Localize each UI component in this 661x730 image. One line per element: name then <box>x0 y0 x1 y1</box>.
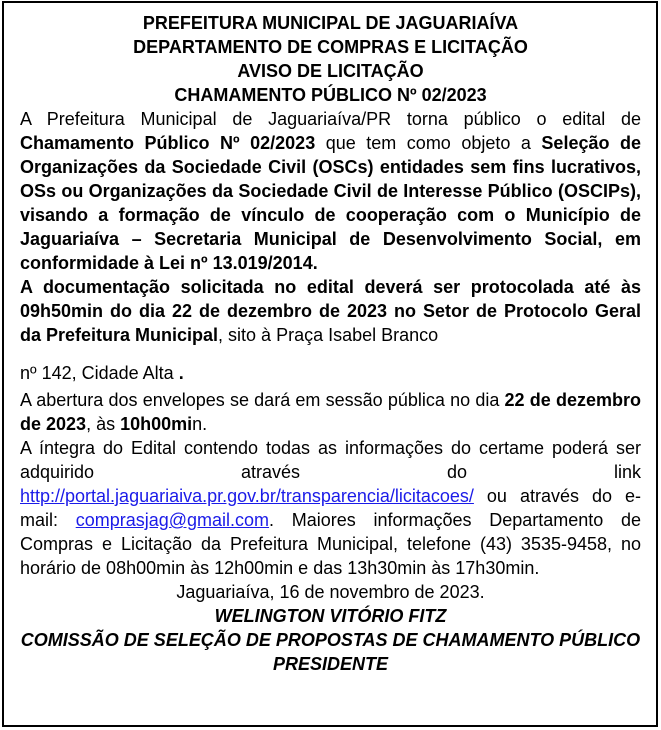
notice-header <box>20 11 641 107</box>
email-link[interactable]: comprasjag@gmail.com <box>75 510 270 530</box>
paragraph-object <box>20 107 641 275</box>
notice-sheet <box>2 1 658 727</box>
signature-title: PRESIDENTE <box>272 654 389 674</box>
p4-bold-date: 22 de dezembro de 2023 <box>20 390 641 434</box>
p5-text-3: . Maiores informações Departamento de Compras e Licitação da Prefeitura Municipal, telefone (43) 3535-9458, no horário de 08h00min às 12h00min e das 13h30min às 17h30min. <box>20 510 641 578</box>
paragraph-deadline <box>20 275 641 347</box>
paragraph-opening-session <box>20 388 641 436</box>
header-notice-type: AVISO DE LICITAÇÃO <box>237 61 424 81</box>
p2-bold-deadline: A documentação solicitada no edital deverá ser protocolada até às 09h50min do dia 22 de dezembro de 2023 no Setor de Protocolo Geral da Prefeitura Municipal <box>20 277 641 345</box>
p4-bold-time: 10h00mi <box>120 414 193 434</box>
header-department: DEPARTAMENTO DE COMPRAS E LICITAÇÃO <box>133 37 528 57</box>
paragraph-information <box>20 436 641 580</box>
p4-text-3: n. <box>192 414 208 434</box>
signature-name: WELINGTON VITÓRIO FITZ <box>214 606 447 626</box>
p5-text-2: ou através do e-mail: <box>20 486 641 530</box>
p5-text-1: A íntegra do Edital contendo todas as informações do certame poderá ser adquirido através do link <box>20 438 641 482</box>
p1-bold-object: Seleção de Organizações da Sociedade Civil (OSCs) entidades sem fins lucrativos, OSs ou Organizações da Sociedade Civil de Interesse Público (OSCIPs), visando a formação de vínculo de cooperação com o Município de Jaguariaíva – Secretaria Municipal de Desenvolvimento Social, em conformidade à Lei nº 13.019/2014. <box>20 133 641 273</box>
header-call-number: CHAMAMENTO PÚBLICO Nº 02/2023 <box>174 85 487 105</box>
p1-bold-call-number: Chamamento Público Nº 02/2023 <box>20 133 316 153</box>
signature-role: COMISSÃO DE SELEÇÃO DE PROPOSTAS DE CHAMAMENTO PÚBLICO <box>20 630 641 650</box>
header-entity: PREFEITURA MUNICIPAL DE JAGUARIAÍVA <box>142 13 519 33</box>
notice-footer <box>20 580 641 676</box>
p4-text-1: A abertura dos envelopes se dará em sessão pública no dia <box>20 390 505 410</box>
p3-bold-period: . <box>178 363 184 383</box>
transparency-portal-link[interactable]: http://portal.jaguariaiva.pr.gov.br/transparencia/licitacoes/ <box>20 486 474 506</box>
paragraph-address <box>20 361 641 385</box>
p4-text-2: , às <box>86 414 121 434</box>
p3-text-address: nº 142, Cidade Alta <box>20 363 179 383</box>
p1-text-2: que tem como objeto a <box>315 133 542 153</box>
p1-text-1: A Prefeitura Municipal de Jaguariaíva/PR torna público o edital de <box>20 109 641 129</box>
date-line: Jaguariaíva, 16 de novembro de 2023. <box>176 582 485 602</box>
p2-text-address: , sito à Praça Isabel Branco <box>218 325 439 345</box>
